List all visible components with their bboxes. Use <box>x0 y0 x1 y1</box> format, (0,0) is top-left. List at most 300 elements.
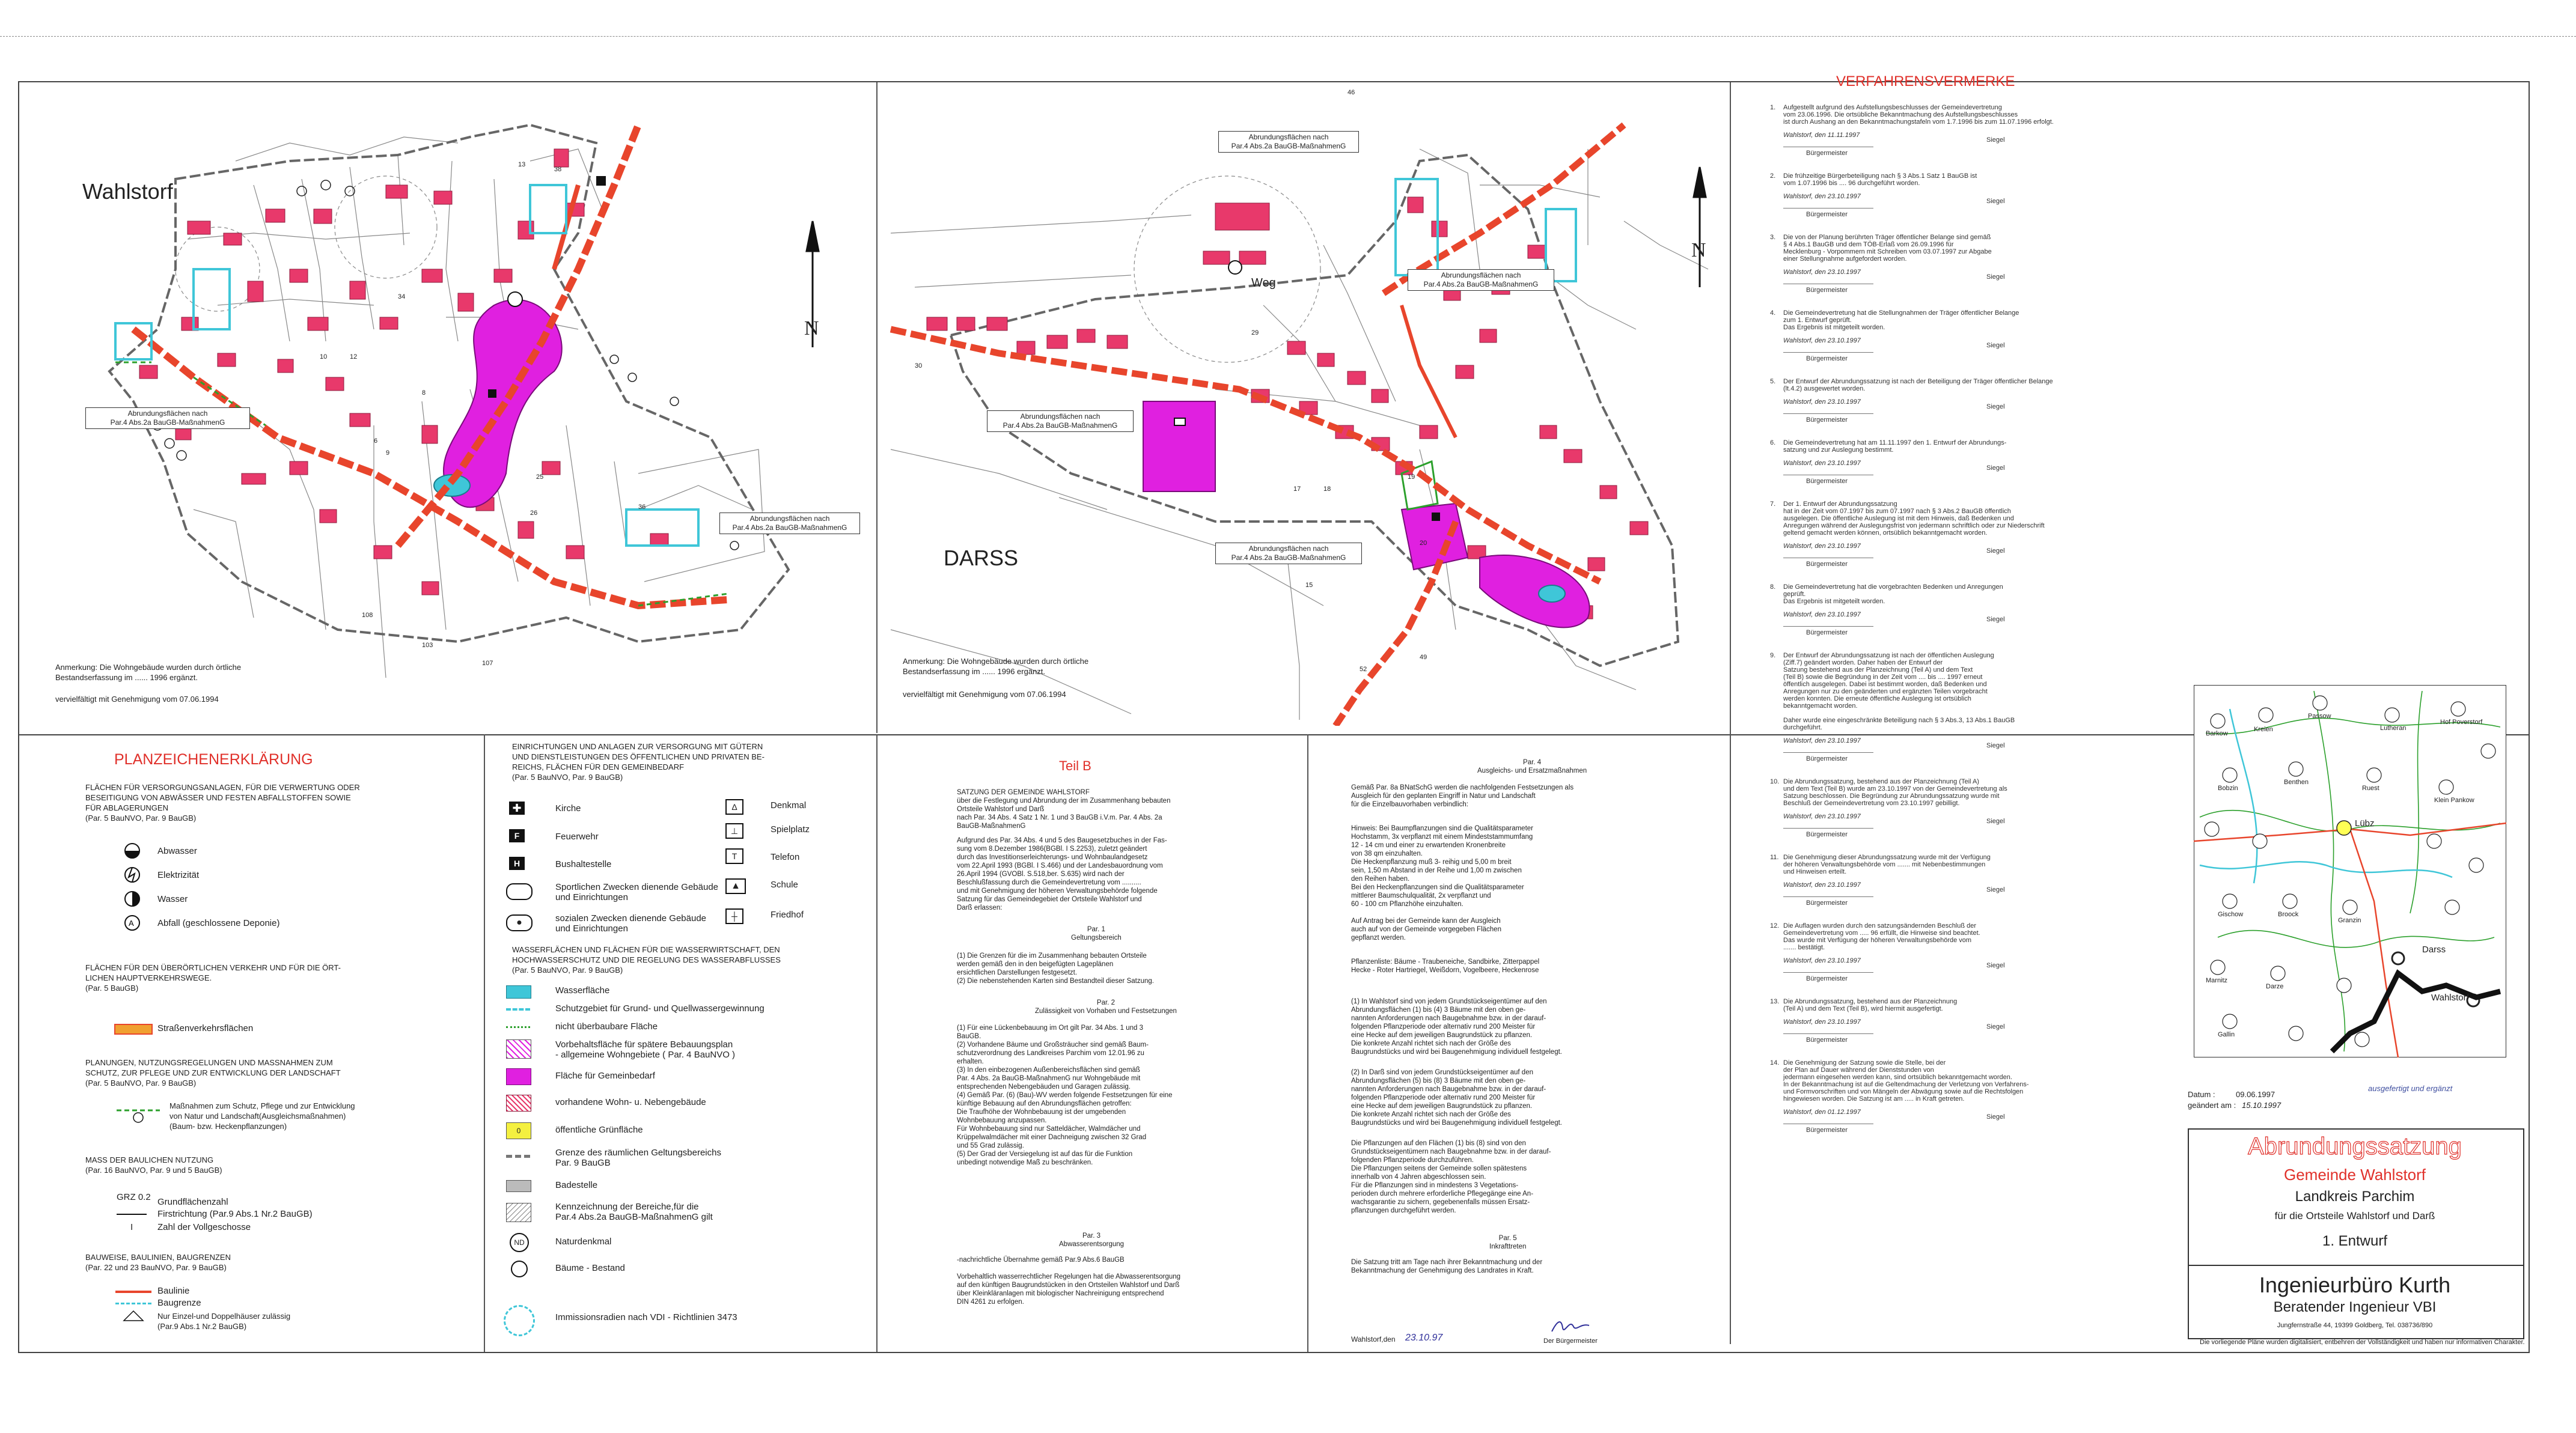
schule-icon: ▲ <box>725 878 746 894</box>
legend-sec6-line: (Par. 5 BauNVO, Par. 9 BauGB) <box>512 773 623 782</box>
legend-kirche: Kirche <box>555 803 581 814</box>
legend-sec1-line: FÜR ABLAGERUNGEN <box>85 803 168 812</box>
verfahren-item-text: Daher wurde eine eingeschränkte Beteiligung nach § 3 Abs.3, 13 Abs.1 BauGB <box>1783 717 2015 724</box>
legend-immission: Immissionsradien nach VDI - Richtlinien 3473 <box>555 1312 737 1322</box>
legend-sec7-line: HOCHWASSERSCHUTZ UND DIE REGELUNG DES WASSERABFLUSSES <box>512 955 781 964</box>
geaendert-value: 15.10.1997 <box>2242 1101 2281 1110</box>
par4-line: Abrundungsflächen (1) bis (4) 3 Bäume mit den oben ge- <box>1351 1006 1526 1014</box>
teil-b-line: Krüppelwalmdächer mit einer Dachneigung zwischen 32 Grad <box>957 1134 1147 1141</box>
verfahren-item-text: Die Gemeindevertretung hat die Stellungnahmen der Träger öffentlicher Belange <box>1783 309 2019 317</box>
verfahren-item-text: öffentlich ausgelegen. Dabei ist bestimmt worden, daß Bedenken und <box>1783 681 1987 688</box>
teil-b-par2-title <box>1035 999 1177 1015</box>
teil-b-par3-title <box>1059 1232 1124 1249</box>
vollgeschosse-code: I <box>130 1222 133 1232</box>
verfahren-item-text: Die Abrundungssatzung, bestehend aus der Planzeichnung <box>1783 998 1958 1005</box>
legend-sec2-line: (Par. 5 BauGB) <box>85 984 139 993</box>
par4-abs2 <box>1351 1068 1562 1127</box>
kennzeichnung-swatch <box>506 1203 531 1222</box>
geaendert-label: geändert am : <box>2188 1101 2236 1110</box>
signature-line <box>1783 352 1873 353</box>
legend-feuerwehr: Feuerwehr <box>555 832 599 842</box>
teil-b-line: Satzung für das Gemeindegebiet der Ortsteile Wahlstorf und <box>957 896 1142 903</box>
teil-b-line: Die Traufhöhe der Wohnbebauung ist der umgebenden <box>957 1109 1126 1116</box>
sozial-icon: ● <box>506 914 533 931</box>
par4-line: nannten Anforderungen nach Baugebnahme bzw. in der darauf- <box>1351 1086 1546 1093</box>
buergermeister-label: Bürgermeister <box>1806 831 1848 838</box>
par4-line: Baugrundstücks und wird bei Baugenehmigung individuell festgelegt. <box>1351 1119 1562 1127</box>
verfahren-item-text: einer Stellungnahme aufgefordert worden. <box>1783 255 1907 263</box>
par4-line: (2) In Darß sind von jedem Grundstückseigentümer auf den <box>1351 1069 1533 1076</box>
legend-abfall: Abfall (geschlossene Deponie) <box>157 918 280 928</box>
par5-heading: Par. 5 <box>1498 1235 1517 1242</box>
teil-b-line: über die Festlegung und Abrundung der im Zusammenhang bebauten <box>957 797 1171 805</box>
legend-nicht-ueberbaut: nicht überbaubare Fläche <box>555 1021 658 1032</box>
verfahren-item-number: 8. <box>1770 583 1776 591</box>
legend-sec6-line: UND DIENSTLEISTUNGEN DES ÖFFENTLICHEN UND PRIVATEN BE- <box>512 752 765 761</box>
place-date-label: Wahlstorf,den <box>1351 1335 1396 1343</box>
place-label: Hof Poverstorf <box>2440 719 2483 726</box>
verfahren-item-text: Die Abrundungssatzung, bestehend aus der Planzeichnung (Teil A) <box>1783 778 1979 785</box>
place-label: Granzin <box>2338 917 2361 924</box>
parcel-label: 18 <box>1323 485 1331 493</box>
signature-line <box>1783 413 1873 414</box>
par4-line: den Reihen haben. <box>1351 875 1410 883</box>
map-darss <box>879 89 1726 726</box>
weg-label: Weg <box>1251 276 1276 290</box>
legend-sec1-line: BESEITIGUNG VON ABWÄSSER UND FESTEN ABFALLSTOFFEN SOWIE <box>85 793 351 802</box>
buergermeister-label: Bürgermeister <box>1806 1127 1848 1134</box>
place-date-value: 23.10.97 <box>1405 1333 1443 1343</box>
parcel-label: 8 <box>422 389 426 397</box>
geltungsbereich-line <box>506 1155 530 1158</box>
par4-abs1 <box>1351 997 1562 1056</box>
verfahren-item-text: Das Ergebnis ist mitgeteilt worden. <box>1783 598 1885 605</box>
teil-b-line: über Kleinkläranlagen mit biologischer Nachreinigung entsprechend <box>957 1290 1164 1297</box>
verfahren-item-date: Wahlstorf, den 23.10.1997 <box>1783 460 1861 467</box>
abrundung-callout-d2 <box>1408 269 1554 291</box>
teil-b-line: erhalten. <box>957 1058 984 1065</box>
par4-line: Pflanzenliste: Bäume - Traubeneiche, Sandbirke, Zitterpappel <box>1351 958 1540 966</box>
teil-b-line: unbedingt notwendige Maß zu beschränken. <box>957 1159 1093 1166</box>
buergermeister-label: Bürgermeister <box>1806 211 1848 218</box>
teil-b-line: und mit Genehmigung der höheren Verwaltungsbehörde folgende <box>957 887 1158 895</box>
legend-strasse: Straßenverkehrsflächen <box>157 1023 254 1033</box>
place-label: Ruest <box>2362 785 2379 792</box>
verfahren-item-text: Die Genehmigung dieser Abrundungssatzung wurde mit der Verfügung <box>1783 854 1991 861</box>
teil-b-line: Par. 4 Abs. 2a BauGB-MaßnahmenG nur Wohngebäude mit <box>957 1075 1141 1082</box>
verfahren-item-text: ist durch Aushang an den Bekanntmachungstafeln vom 1.7.1996 bis zum 11.07.1996 erfolgt. <box>1783 118 2054 126</box>
verfahren-item-text: ....... bestätigt. <box>1783 944 1825 951</box>
teil-b-line: (2) Vorhandene Bäume und Großsträucher sind gemäß Baum- <box>957 1041 1149 1048</box>
legend-geltungsbereich-line: Par. 9 BauGB <box>555 1158 611 1168</box>
legend-sec7 <box>512 945 781 975</box>
immission-icon <box>504 1305 535 1336</box>
map-note-w2: Bestandserfassung im ...... 1996 ergänzt. <box>55 673 198 682</box>
verfahren-item-text: der Plan auf Dauer während der Dienststunden von <box>1783 1066 1934 1074</box>
verfahren-item-number: 14. <box>1770 1059 1780 1066</box>
buergermeister-label: Bürgermeister <box>1806 899 1848 907</box>
verfahren-item-text: Die Genehmigung der Satzung sowie die Stelle, bei der <box>1783 1059 1946 1066</box>
verfahren-item-text: bekanntgemacht worden. <box>1783 702 1858 710</box>
verfahren-item-text: Mecklenburg - Vorpommern mit Schreiben vom 03.07.1997 zur Abgabe <box>1783 248 1992 255</box>
legend-elektrizitaet: Elektrizität <box>157 870 200 880</box>
par4-line: mittlerer Baumschulqualität, 2x verpflanzt und <box>1351 892 1491 899</box>
teil-b-line: DIN 4261 zu erfolgen. <box>957 1298 1024 1306</box>
teil-b-line: (5) Der Grad der Versiegelung ist auf das für die Funktion <box>957 1151 1133 1158</box>
legend-sec6-line: REICHS, FLÄCHEN FÜR DEN GEMEINBEDARF <box>512 762 685 771</box>
par4-line: Die konkrete Anzahl richtet sich nach der Größe des <box>1351 1111 1511 1118</box>
callout-line2: Par.4 Abs.2a BauGB-MaßnahmenG <box>1231 553 1346 562</box>
par5-title <box>1489 1234 1526 1251</box>
map-note-d1: Anmerkung: Die Wohngebäude wurden durch örtliche <box>903 657 1089 666</box>
place-label: Barkow <box>2206 730 2228 737</box>
teil-b-line: Wohnbebauung anzupassen. <box>957 1117 1047 1124</box>
verfahren-item-text: der höheren Verwaltungsbehörde vom ....... mit Nebenbestimmungen <box>1783 861 1986 868</box>
verfahren-item-text: vom 23.06.1996. Die ortsübliche Bekanntmachung des Aufstellungsbeschlusses <box>1783 111 2018 118</box>
verfahren-item-text: hingewiesen worden. Die Satzung ist am ..... in Kraft getreten. <box>1783 1095 1965 1103</box>
par4-line: Die Pflanzungen auf den Flächen (1) bis (8) sind von den <box>1351 1140 1526 1147</box>
sport-icon <box>506 883 533 900</box>
verfahren-item-text: und Hinweisen erteilt. <box>1783 868 1847 875</box>
verfahren-item-number: 7. <box>1770 500 1776 508</box>
par4-line: folgenden Pflanzperiode durchzuführen. <box>1351 1157 1474 1164</box>
map-darss-drawing <box>879 89 1726 726</box>
map-wahlstorf-title: Wahlstorf <box>82 179 173 204</box>
svg-text:A: A <box>129 919 134 928</box>
legend-vorbehalt <box>555 1039 735 1060</box>
verfahren-item-text: Satzung beschlossen. Die Begründung zur Abrundungssatzung wurde mit <box>1783 793 2000 800</box>
par4-line: eine Hecke auf dem jeweiligen Baugrundstück zu pflanzen. <box>1351 1032 1533 1039</box>
verfahren-item-text: Die von der Planung berührten Träger öffentlicher Belange sind gemäß <box>1783 234 1991 241</box>
map-note-d2: Bestandserfassung im ...... 1996 ergänzt. <box>903 667 1046 676</box>
signature-line <box>1783 626 1873 627</box>
place-label: Klein Pankow <box>2434 797 2474 804</box>
firm-address: Jungfernstraße 44, 19399 Goldberg, Tel. 038736/890 <box>2277 1322 2433 1329</box>
verfahren-title: VERFAHRENSVERMERKE <box>1836 73 2015 90</box>
teil-b-line: Vorbehaltlich wasserrechtlicher Regelungen hat die Abwasserentsorgung <box>957 1273 1181 1280</box>
legend-sozial <box>555 913 706 934</box>
verfahren-item-text: satzung und zur Auslegung bestimmt. <box>1783 446 1894 454</box>
legend-sec5-line: (Par. 22 und 23 BauNVO, Par. 9 BauGB) <box>85 1263 227 1272</box>
parcel-label: 108 <box>362 612 373 619</box>
footnote: Die vorliegende Pläne wurden digitalisiert, entbehren der Vollständigkeit und haben nur informativen Charakter. <box>2200 1339 2525 1346</box>
teil-b-heading: Par. 3 <box>1082 1232 1101 1240</box>
parcel-label: 20 <box>1420 540 1427 547</box>
signature <box>1549 1317 1592 1335</box>
place-label: Marnitz <box>2206 977 2228 984</box>
verfahren-item-text: geltend gemacht werden können, ortsüblich bekanntgemacht worden. <box>1783 529 1988 537</box>
legend-sec1-line: (Par. 5 BauNVO, Par. 9 BauGB) <box>85 814 197 823</box>
callout-line1: Abrundungsflächen nach <box>749 514 830 523</box>
par4-line: Die Heckenpflanzung muß 3- reihig und 5,00 m breit <box>1351 859 1512 866</box>
verfahren-item-text: geprüft. <box>1783 591 1806 598</box>
firm-name: Ingenieurbüro Kurth <box>2259 1273 2451 1297</box>
parcel-label: 38 <box>554 166 562 173</box>
utility-symbols <box>120 842 144 939</box>
verfahren-item-text: Aufgestellt aufgrund des Aufstellungsbeschlusses der Gemeindevertretung <box>1783 104 2002 111</box>
legend-vorbehalt-line: Vorbehaltsfläche für spätere Bebauungsplan <box>555 1039 733 1050</box>
vorbehalt-swatch <box>506 1039 531 1059</box>
place-label: Kreien <box>2254 726 2273 733</box>
verfahren-item-text: Die frühzeitige Bürgerbeteiligung nach § 3 Abs.1 Satz 1 BauGB ist <box>1783 172 1977 180</box>
teil-b-line: künftige Bebauung auf den Abrundungsflächen getroffen: <box>957 1100 1132 1107</box>
verfahren-item-date: Wahlstorf, den 01.12.1997 <box>1783 1109 1861 1116</box>
signature-line <box>1783 752 1873 753</box>
fuer-text: für die Ortsteile Wahlstorf und Darß <box>2274 1210 2435 1222</box>
legend-baugrenze: Baugrenze <box>157 1298 201 1308</box>
par4-line: Hinweis: Bei Baumpflanzungen sind die Qualitätsparameter <box>1351 825 1533 832</box>
verfahren-item-date: Wahlstorf, den 23.10.1997 <box>1783 737 1861 744</box>
siegel-label: Siegel <box>1986 342 2005 349</box>
verfahren-item-text: Der Entwurf der Abrundungssatzung ist nach der Beteiligung der Träger öffentlicher Belange <box>1783 378 2053 385</box>
gemeinde-title: Gemeinde Wahlstorf <box>2283 1166 2426 1184</box>
baulinie-line <box>115 1291 151 1293</box>
par4-line: Bei den Heckenpflanzungen sind die Qualitätsparameter <box>1351 884 1524 891</box>
parcel-label: 19 <box>1408 473 1415 481</box>
teil-b-line: (1) Die Grenzen für die im Zusammenhang bebauten Ortsteile <box>957 952 1147 960</box>
legend-vollgeschosse: Zahl der Vollgeschosse <box>157 1222 251 1232</box>
teil-b-line: (3) In den einbezogenen Außenbereichsflächen sind gemäß <box>957 1066 1140 1074</box>
siegel-label: Siegel <box>1986 136 2005 144</box>
siegel-label: Siegel <box>1986 403 2005 410</box>
legend-sec5 <box>85 1252 231 1273</box>
place-label: Gischow <box>2218 911 2244 918</box>
par4-line: folgenden Pflanzperiode oder alternativ rund 200 Meister für <box>1351 1094 1536 1101</box>
teil-b-line: ersichtlichen Darstellungen festgesetzt. <box>957 969 1078 976</box>
signature-line <box>1783 828 1873 829</box>
handwritten-note: ausgefertigt und ergänzt <box>2368 1084 2453 1093</box>
par5-line: Bekanntmachung der Genehmigung des Landrates in Kraft. <box>1351 1267 1534 1274</box>
verfahren-item-number: 11. <box>1770 854 1779 861</box>
verfahren-item-number: 2. <box>1770 172 1776 180</box>
abrundung-callout-d3 <box>987 410 1134 432</box>
abrundung-callout-d4 <box>1215 543 1362 564</box>
siegel-label: Siegel <box>1986 742 2005 749</box>
verfahren-item-date: Wahlstorf, den 23.10.1997 <box>1783 193 1861 200</box>
gemeinbedarf-swatch <box>506 1068 531 1085</box>
parcel-label: 46 <box>1348 89 1355 96</box>
friedhof-icon: ┼ <box>725 908 743 924</box>
abrundung-callout-w2 <box>719 513 860 534</box>
par4-line: sein, 1,50 m Abstand in der Reihe und 1,00 m zwischen <box>1351 867 1522 874</box>
signature-line <box>1783 1033 1873 1034</box>
legend-sozial-line: sozialen Zwecken dienende Gebäude <box>555 913 707 923</box>
verfahren-item-number: 4. <box>1770 309 1776 317</box>
landkreis-title: Landkreis Parchim <box>2295 1188 2415 1205</box>
place-wahlstorf: Wahlstorf <box>2431 993 2469 1003</box>
siegel-label: Siegel <box>1986 1113 2005 1121</box>
callout-line2: Par.4 Abs.2a BauGB-MaßnahmenG <box>110 418 225 427</box>
verfahren-item-text: Die Auflagen wurden durch den satzungsändernden Beschluß der <box>1783 922 1977 929</box>
sig-role: Der Bürgermeister <box>1543 1337 1598 1345</box>
callout-line1: Abrundungsflächen nach <box>1248 544 1329 553</box>
par4-line: Auf Antrag bei der Gemeinde kann der Ausgleich <box>1351 917 1501 925</box>
teil-b-line: (2) Die nebenstehenden Karten sind Bestandteil dieser Satzung. <box>957 978 1154 985</box>
legend-sec2-line: LICHEN HAUPTVERKEHRSWEGE. <box>85 973 212 982</box>
teil-b-heading: Zulässigkeit von Vorhaben und Festsetzungen <box>1035 1008 1177 1015</box>
teil-b-line: Ortsteile Wahlstorf und Darß <box>957 806 1045 813</box>
nicht-ueberbaut-line <box>506 1026 530 1028</box>
parcel-label: 52 <box>1360 666 1367 673</box>
tree-icon <box>511 1261 528 1277</box>
parcel-label: 26 <box>530 510 538 517</box>
legend-sport <box>555 882 718 902</box>
parcel-label: 6 <box>374 437 378 445</box>
legend-massnahmen <box>169 1101 355 1131</box>
verfahren-item-number: 13. <box>1770 998 1780 1005</box>
verfahren-item-text: jedermann eingesehen werden kann, sind ortsüblich bekanntgemacht worden. <box>1783 1074 2012 1081</box>
verfahren-item-text: Beschluß der Gemeindevertretung vom 23.10.1997 gebilligt. <box>1783 800 1960 807</box>
legend-sec6 <box>512 741 765 782</box>
teil-b-par2 <box>957 1024 1173 1167</box>
buergermeister-label: Bürgermeister <box>1806 755 1848 762</box>
verfahren-item-date: Wahlstorf, den 11.11.1997 <box>1783 132 1860 139</box>
strasse-swatch <box>114 1024 153 1035</box>
verfahren-item-text: Satzung bestehend aus der Planzeichnung (Teil A) und dem Text <box>1783 666 1973 674</box>
einzel-symbol <box>121 1310 145 1322</box>
verfahren-item-number: 9. <box>1770 652 1776 659</box>
verfahren-item-text: Anregungen nur zu den geänderten und ergänzten Teilen vorgebracht <box>1783 688 1988 695</box>
legend-naturdenkmal: Naturdenkmal <box>555 1237 612 1247</box>
place-label: Lutheran <box>2380 725 2407 732</box>
par4-title <box>1477 758 1587 775</box>
par4-line: Abrundungsflächen (5) bis (8) 3 Bäume mit den oben ge- <box>1351 1077 1526 1085</box>
teil-b-line: BauGB. <box>957 1033 981 1040</box>
naturdenkmal-icon: ND <box>510 1233 529 1252</box>
par4-hinweis <box>1351 824 1533 942</box>
legend-panel <box>19 734 876 1352</box>
parcel-label: 36 <box>638 504 646 511</box>
legend-sec4 <box>85 1155 222 1175</box>
verfahren-item-text: Gemeindevertretung vom ..... 96 erfüllt, die Hinweise sind beachtet. <box>1783 929 1980 937</box>
badestelle-swatch <box>506 1180 531 1192</box>
par4-line <box>1351 908 1533 917</box>
parcel-label: 12 <box>350 353 358 361</box>
map-darss-title: DARSS <box>944 546 1019 570</box>
callout-line2: Par.4 Abs.2a BauGB-MaßnahmenG <box>1231 142 1346 150</box>
legend-baulinie: Baulinie <box>157 1286 190 1296</box>
legend-sec1-line: FLÄCHEN FÜR VERSORGUNGSANLAGEN, FÜR DIE VERWERTUNG ODER <box>85 783 360 792</box>
bottom-divider-2 <box>876 734 877 1352</box>
sheet-divider-1 <box>876 82 877 733</box>
signature-line <box>1783 972 1873 973</box>
buergermeister-label: Bürgermeister <box>1806 150 1848 157</box>
par4-line: perioden durch mehrere erforderliche Pflegegänge eine An- <box>1351 1190 1534 1197</box>
legend-vorhandene: vorhandene Wohn- u. Nebengebäude <box>555 1097 706 1107</box>
legend-baeume: Bäume - Bestand <box>555 1263 625 1273</box>
parcel-label: 107 <box>482 660 493 667</box>
verfahren-item-number: 3. <box>1770 234 1776 241</box>
verfahren-item-text: werden konnten. Die erneute öffentliche Auslegung ist ortsüblich <box>1783 695 1971 702</box>
teil-b-heading: Abwasserentsorgung <box>1059 1241 1125 1248</box>
firm-sub: Beratender Ingenieur VBI <box>2273 1299 2437 1315</box>
verfahren-item-number: 12. <box>1770 922 1780 929</box>
legend-schule: Schule <box>771 880 798 890</box>
par4-line: Ausgleich für den geplanten Eingriff in Natur und Landschaft <box>1351 793 1536 800</box>
parcel-label: 13 <box>518 161 526 168</box>
legend-sec7-line: WASSERFLÄCHEN UND FLÄCHEN FÜR DIE WASSERWIRTSCHAFT, DEN <box>512 945 780 954</box>
legend-massnahmen-line: von Natur und Landschaft(Ausgleichsmaßnahmen) <box>169 1112 346 1121</box>
bottom-divider-3 <box>1307 734 1308 1352</box>
parcel-label: 17 <box>1293 485 1301 493</box>
legend-kennzeichnung <box>555 1202 713 1222</box>
teil-b-line: BauGB-MaßnahmenG <box>957 823 1026 830</box>
par4-line: nannten Anforderungen nach Baugebnahme bzw. in der darauf- <box>1351 1015 1546 1022</box>
par4-line: gepflanzt werden. <box>1351 934 1406 942</box>
legend-sec4-line: MASS DER BAULICHEN NUTZUNG <box>85 1155 214 1164</box>
legend-bus: Bushaltestelle <box>555 859 612 869</box>
par4-heading: Par. 4 <box>1523 759 1542 766</box>
legend-telefon: Telefon <box>771 852 800 862</box>
parcel-label: 29 <box>1251 329 1259 336</box>
telefon-icon: T <box>725 848 743 864</box>
signature-mark <box>1549 1317 1592 1335</box>
teil-b-line: SATZUNG DER GEMEINDE WAHLSTORF <box>957 789 1090 796</box>
verfahren-item-text: (Ziff.7) geändert worden. Daher haben der Entwurf der <box>1783 659 1943 666</box>
par4-line: auch auf von der Gemeinde vorgegeben Flächen <box>1351 926 1501 933</box>
map-wahlstorf <box>37 89 873 726</box>
par4-line: Baugrundstücks und wird bei Baugenehmigung individuell festgelegt. <box>1351 1048 1562 1056</box>
verfahren-item-date: Wahlstorf, den 23.10.1997 <box>1783 881 1861 889</box>
verfahren-item-text: (Teil B) sowie die Begründung in der Zeit vom .... bis .... 1997 erneut <box>1783 674 1983 681</box>
schutzgebiet-line <box>506 1008 530 1011</box>
main-title: Abrundungssatzung <box>2248 1133 2462 1160</box>
teil-b-heading: Par. 1 <box>1087 926 1105 933</box>
siegel-label: Siegel <box>1986 818 2005 825</box>
legend-sec3 <box>85 1057 341 1088</box>
verfahren-item-text: § 4 Abs.1 BauGB und dem TÖB-Erlaß vom 26.09.1996 für <box>1783 241 1954 248</box>
callout-line1: Abrundungsflächen nach <box>1441 271 1521 279</box>
verfahren-item-text: Der Entwurf der Abrundungssatzung ist nach der öffentlichen Auslegung <box>1783 652 1994 659</box>
par4-line: für die Einzelbauvorhaben verbindlich: <box>1351 801 1468 808</box>
legend-sec4-line: (Par. 16 BauNVO, Par. 9 und 5 BauGB) <box>85 1166 222 1175</box>
feuerwehr-icon: F <box>509 829 525 842</box>
verfahren-item-date: Wahlstorf, den 23.10.1997 <box>1783 398 1861 406</box>
verfahren-item-text: und dem Text (Teil B) wurde am 23.10.1997 von der Gemeindevertretung als <box>1783 785 2007 793</box>
kirche-icon: ✚ <box>509 802 525 815</box>
teil-b-line: (4) Gemäß Par. (6) (Bau)-WV werden folgende Festsetzungen für eine <box>957 1092 1173 1099</box>
callout-line2: Par.4 Abs.2a BauGB-MaßnahmenG <box>732 523 847 532</box>
legend-firstrichtung: Firstrichtung (Par.9 Abs.1 Nr.2 BauGB) <box>157 1209 313 1219</box>
par4-line: eine Hecke auf dem jeweiligen Baugrundstück zu pflanzen. <box>1351 1103 1533 1110</box>
teil-b-line: -nachrichtliche Übernahme gemäß Par.9 Abs.6 BauGB <box>957 1256 1125 1264</box>
siegel-label: Siegel <box>1986 616 2005 623</box>
entwurf-text: 1. Entwurf <box>2322 1233 2388 1249</box>
place-label: Gallin <box>2218 1031 2235 1038</box>
verfahren-item-number: 10. <box>1770 778 1780 785</box>
legend-sec2-line: FLÄCHEN FÜR DEN ÜBERÖRTLICHEN VERKEHR UND FÜR DIE ÖRT- <box>85 963 341 972</box>
par4-panel <box>1309 734 1730 1352</box>
parcel-label: 25 <box>536 473 544 481</box>
buergermeister-label: Bürgermeister <box>1806 561 1848 568</box>
teil-b-line: auf den künftigen Baugrundstücken in den Ortsteilen Wahlstorf und Darß <box>957 1282 1180 1289</box>
legend-sport-line: und Einrichtungen <box>555 892 628 902</box>
siegel-label: Siegel <box>1986 273 2005 281</box>
callout-line1: Abrundungsflächen nach <box>127 409 208 418</box>
teil-b-par1 <box>957 952 1154 985</box>
sheet-fold-line <box>0 36 2576 37</box>
buergermeister-label: Bürgermeister <box>1806 629 1848 636</box>
teil-b-line <box>957 1264 1180 1273</box>
teil-b-line: (1) Für eine Lückenbebauung im Ort gilt Par. 34 Abs. 1 und 3 <box>957 1024 1144 1032</box>
par5-text <box>1351 1258 1542 1275</box>
gruenflaeche-swatch: 0 <box>506 1122 531 1139</box>
legend-einzel <box>157 1311 290 1331</box>
par4-line: pflanzungen durchgeführt werden. <box>1351 1207 1456 1214</box>
siegel-label: Siegel <box>1986 962 2005 969</box>
verfahren-item-text: Das Ergebnis ist mitgeteilt worden. <box>1783 324 1885 331</box>
teil-b-line: durch das Investitionserleichterungs- und Wohnbaulandgesetz <box>957 854 1148 861</box>
